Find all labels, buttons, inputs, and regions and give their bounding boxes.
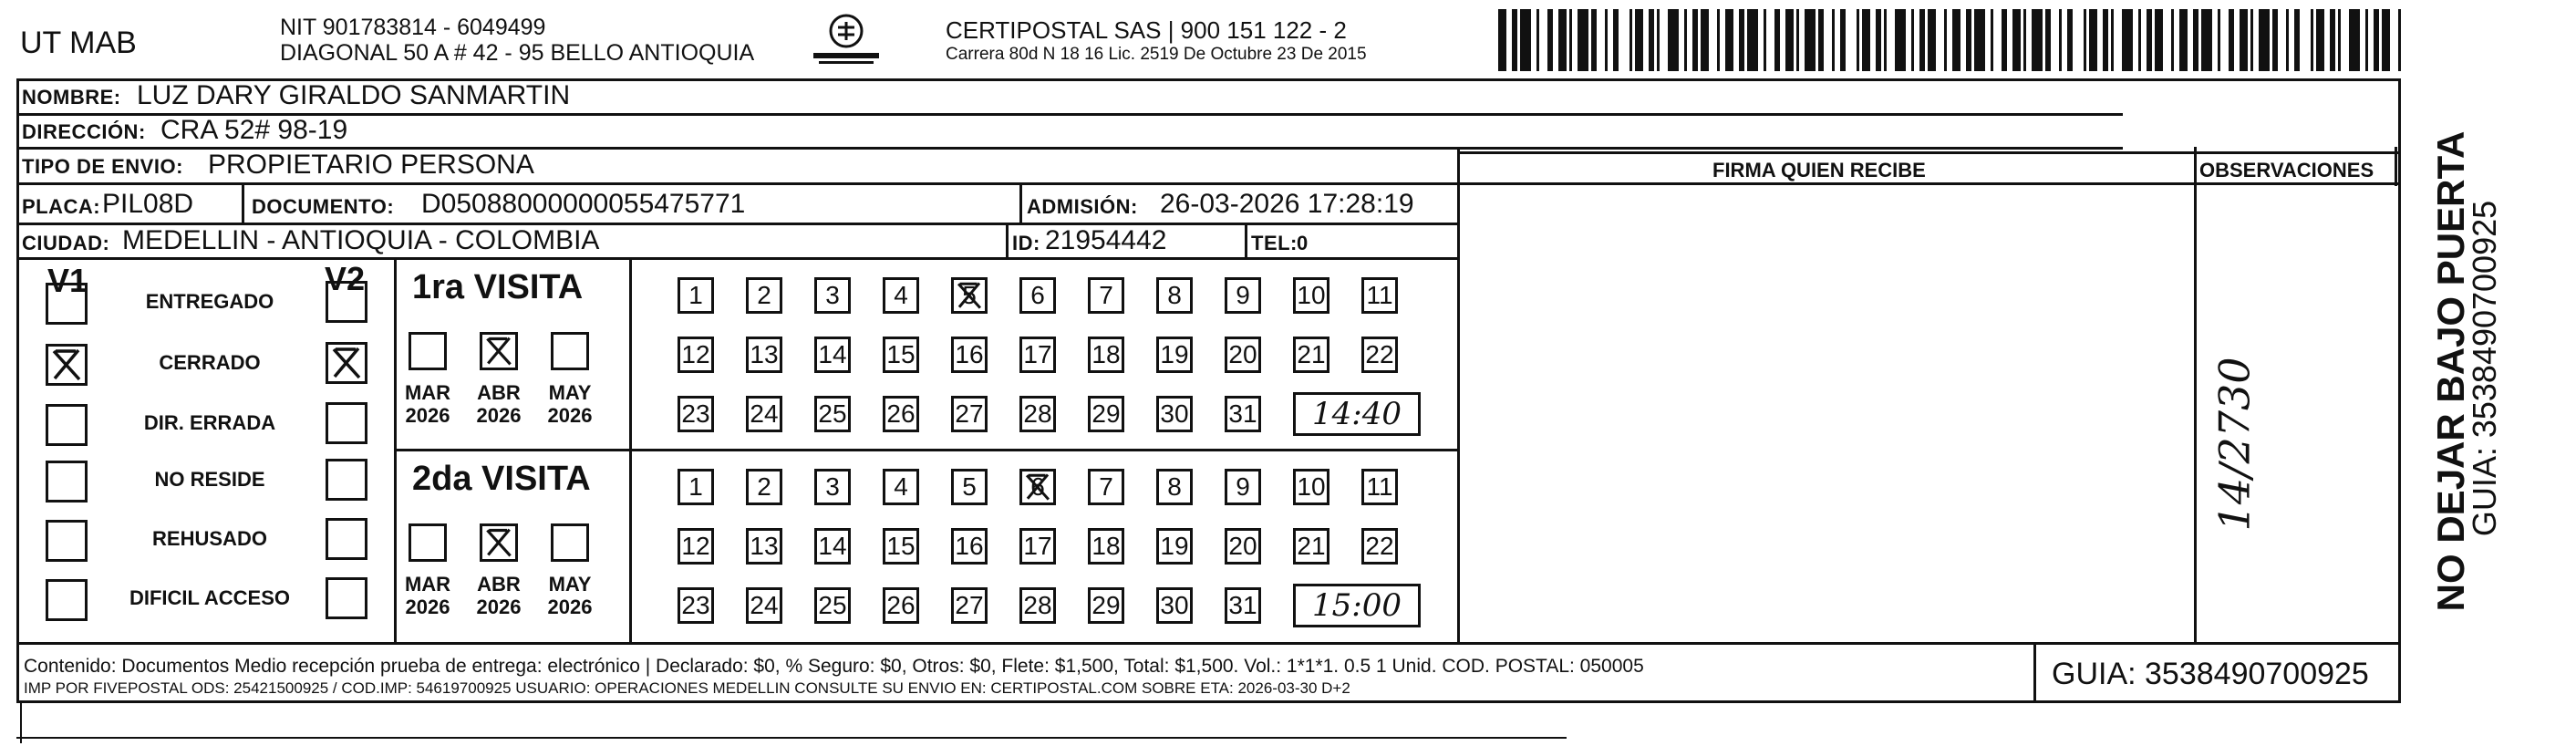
- recipient-address: CRA 52# 98-19: [160, 115, 348, 145]
- admission-value: 26-03-2026 17:28:19: [1160, 189, 1414, 219]
- plate-value: PIL08D: [102, 189, 194, 219]
- day-number: 18: [1091, 532, 1121, 560]
- day-box[interactable]: [1088, 469, 1124, 505]
- day-box[interactable]: [1225, 337, 1261, 373]
- day-box[interactable]: [951, 587, 988, 624]
- month-checkbox[interactable]: [480, 332, 518, 370]
- day-box[interactable]: [951, 469, 988, 505]
- day-box[interactable]: [746, 396, 782, 432]
- day-number: 1: [688, 472, 703, 501]
- day-box[interactable]: [1019, 528, 1056, 565]
- v2-checkbox[interactable]: [326, 459, 367, 501]
- side-vertical-panel: [2407, 82, 2571, 711]
- city-value: MEDELLIN - ANTIOQUIA - COLOMBIA: [122, 225, 600, 255]
- day-box[interactable]: [1225, 469, 1261, 505]
- month-label: [396, 573, 460, 619]
- sender-nit: NIT 901783814 - 6049499: [280, 15, 546, 40]
- tracking-barcode: [1498, 9, 2410, 71]
- type-label: TIPO DE ENVIO:: [22, 155, 183, 178]
- shipping-type: PROPIETARIO PERSONA: [208, 150, 534, 180]
- month-name: ABR: [477, 573, 521, 596]
- document-label: DOCUMENTO:: [252, 195, 395, 218]
- month-year: 2026: [476, 596, 522, 619]
- day-box[interactable]: [678, 469, 714, 505]
- month-name: MAR: [404, 381, 451, 404]
- v2-checkbox[interactable]: [326, 342, 367, 384]
- day-box[interactable]: [1156, 469, 1193, 505]
- sender-address: DIAGONAL 50 A # 42 - 95 BELLO ANTIOQUIA: [280, 40, 755, 66]
- month-label: [396, 381, 460, 428]
- month-name: MAY: [548, 381, 592, 404]
- day-number: 13: [750, 340, 779, 368]
- day-box[interactable]: [678, 396, 714, 432]
- day-number: 8: [1167, 472, 1182, 501]
- day-box[interactable]: [1156, 277, 1193, 314]
- day-box[interactable]: [746, 469, 782, 505]
- v2-checkbox[interactable]: [326, 577, 367, 619]
- day-box[interactable]: [814, 528, 851, 565]
- v1-checkbox[interactable]: [46, 579, 88, 621]
- day-number: 16: [955, 340, 984, 368]
- day-number: 20: [1228, 340, 1257, 368]
- x-checkmark: [1022, 471, 1053, 503]
- day-box[interactable]: [678, 337, 714, 373]
- day-box[interactable]: [1293, 337, 1329, 373]
- day-number: 29: [1091, 591, 1121, 619]
- month-name: MAY: [548, 573, 592, 596]
- day-box[interactable]: [814, 396, 851, 432]
- visit-time-box[interactable]: [1293, 392, 1421, 436]
- month-checkbox[interactable]: [551, 523, 589, 562]
- day-number: 11: [1366, 281, 1393, 309]
- day-number: 9: [1236, 472, 1250, 501]
- month-label: [538, 381, 602, 428]
- address-label: DIRECCIÓN:: [22, 120, 146, 143]
- day-box[interactable]: [678, 587, 714, 624]
- day-box[interactable]: [678, 528, 714, 565]
- tel-label: TEL:: [1251, 232, 1298, 254]
- day-number: 14: [818, 340, 847, 368]
- recipient-name: LUZ DARY GIRALDO SANMARTIN: [137, 80, 571, 110]
- day-box[interactable]: [746, 337, 782, 373]
- day-box[interactable]: [1361, 469, 1398, 505]
- day-number: 27: [955, 591, 984, 619]
- day-box[interactable]: [1361, 277, 1398, 314]
- day-number: 4: [894, 281, 908, 309]
- day-number: 25: [818, 591, 847, 619]
- day-number: 14: [818, 532, 847, 560]
- day-number: 27: [955, 399, 984, 428]
- side-guia: GUIA: 3538490700925: [2466, 200, 2503, 537]
- day-number: 2: [757, 472, 771, 501]
- month-checkbox[interactable]: [409, 332, 447, 370]
- day-box[interactable]: [1156, 587, 1193, 624]
- day-number: 16: [955, 532, 984, 560]
- day-number: 26: [886, 591, 916, 619]
- day-box[interactable]: [1088, 396, 1124, 432]
- day-box[interactable]: [951, 277, 988, 314]
- v1-checkbox[interactable]: [46, 461, 88, 503]
- day-box[interactable]: [883, 528, 919, 565]
- day-number: 19: [1160, 532, 1189, 560]
- day-number: 4: [894, 472, 908, 501]
- day-number: 17: [1023, 340, 1052, 368]
- day-box[interactable]: [951, 396, 988, 432]
- day-number: 10: [1297, 472, 1326, 501]
- city-label: CIUDAD:: [22, 232, 110, 254]
- day-box[interactable]: [883, 587, 919, 624]
- day-box[interactable]: [1156, 396, 1193, 432]
- day-box[interactable]: [1156, 528, 1193, 565]
- v1-checkbox[interactable]: [46, 404, 88, 446]
- day-number: 15: [886, 532, 916, 560]
- plate-label: PLACA:: [22, 195, 101, 218]
- day-number: 31: [1228, 591, 1257, 619]
- day-number: 9: [1236, 281, 1250, 309]
- month-year: 2026: [547, 404, 593, 428]
- carrier-name: CERTIPOSTAL SAS | 900 151 122 - 2: [946, 16, 1347, 44]
- day-box[interactable]: [746, 277, 782, 314]
- day-box[interactable]: [1019, 396, 1056, 432]
- day-number: 1: [688, 281, 703, 309]
- day-number: 17: [1023, 532, 1052, 560]
- day-box[interactable]: [883, 277, 919, 314]
- day-box[interactable]: [746, 587, 782, 624]
- day-box[interactable]: [951, 337, 988, 373]
- visit-time-box[interactable]: [1293, 584, 1421, 627]
- day-number: 10: [1297, 281, 1326, 309]
- day-number: 8: [1167, 281, 1182, 309]
- visit-title: 2da VISITA: [412, 460, 591, 498]
- x-checkmark: [954, 280, 985, 311]
- month-label: [467, 573, 531, 619]
- v1-checkbox[interactable]: [46, 344, 88, 386]
- day-box[interactable]: [1019, 277, 1056, 314]
- day-box[interactable]: [1361, 337, 1398, 373]
- month-year: 2026: [405, 404, 450, 428]
- day-number: 6: [1030, 472, 1045, 501]
- status-label: CERRADO: [159, 351, 261, 374]
- day-number: 19: [1160, 340, 1189, 368]
- x-checkmark: [48, 347, 85, 383]
- day-number: 21: [1297, 340, 1326, 368]
- day-box[interactable]: [678, 277, 714, 314]
- day-box[interactable]: [1156, 337, 1193, 373]
- id-value: 21954442: [1045, 225, 1167, 255]
- day-number: 24: [750, 399, 779, 428]
- v2-checkbox[interactable]: [326, 518, 367, 560]
- month-checkbox[interactable]: [409, 523, 447, 562]
- day-number: 12: [681, 532, 710, 560]
- day-box[interactable]: [1019, 587, 1056, 624]
- day-box[interactable]: [814, 469, 851, 505]
- day-box[interactable]: [1019, 469, 1056, 505]
- day-box[interactable]: [814, 587, 851, 624]
- day-box[interactable]: [746, 528, 782, 565]
- month-checkbox[interactable]: [551, 332, 589, 370]
- v1-label: V1: [47, 262, 88, 299]
- name-label: NOMBRE:: [22, 86, 121, 109]
- carrier-license: Carrera 80d N 18 16 Lic. 2519 De Octubre 23 De 2015: [946, 45, 1367, 64]
- month-year: 2026: [476, 404, 522, 428]
- day-number: 26: [886, 399, 916, 428]
- day-box[interactable]: [1293, 277, 1329, 314]
- day-box[interactable]: [1225, 277, 1261, 314]
- day-number: 11: [1366, 472, 1393, 501]
- tel-value: 0: [1297, 232, 1309, 254]
- day-number: 20: [1228, 532, 1257, 560]
- day-box[interactable]: [883, 337, 919, 373]
- footer-imp: IMP POR FIVEPOSTAL ODS: 25421500925 / COD.IMP: 54619700925 USUARIO: OPERACIONES MEDELLIN CONSULTE SU ENVIO EN: CERTIPOSTAL.COM SOBRE ETA: 2026-03-30 D+2: [24, 679, 1350, 697]
- sender-name: UT MAB: [20, 26, 137, 60]
- day-number: 5: [962, 281, 977, 309]
- footer-contents: Contenido: Documentos Medio recepción prueba de entrega: electrónico | Declarado: $0, % Seguro: $0, Otros: $0, Flete: $1,500, Total: $1,500. Vol.: 1*1*1. 0.5 1 Unid. COD. POSTAL: 050005: [24, 656, 1644, 677]
- v2-label: V2: [325, 260, 366, 297]
- x-checkmark: [482, 335, 515, 368]
- day-number: 7: [1099, 281, 1113, 309]
- day-number: 7: [1099, 472, 1113, 501]
- carrier-logo: [810, 11, 883, 67]
- day-number: 29: [1091, 399, 1121, 428]
- month-name: ABR: [477, 381, 521, 404]
- visit-time-handwritten: 15:00: [1312, 587, 1402, 624]
- day-number: 5: [962, 472, 977, 501]
- day-number: 24: [750, 591, 779, 619]
- status-label: ENTREGADO: [145, 290, 274, 313]
- observations-header: OBSERVACIONES: [2199, 159, 2374, 181]
- signature-header: FIRMA QUIEN RECIBE: [1712, 159, 1926, 181]
- x-checkmark: [328, 345, 365, 381]
- day-number: 23: [681, 591, 710, 619]
- day-box[interactable]: [1088, 587, 1124, 624]
- month-checkbox[interactable]: [480, 523, 518, 562]
- day-box[interactable]: [1019, 337, 1056, 373]
- day-box[interactable]: [814, 337, 851, 373]
- v1-checkbox[interactable]: [46, 520, 88, 562]
- observations-handwriting: 14/2730: [2209, 357, 2260, 532]
- day-box[interactable]: [951, 528, 988, 565]
- status-label: NO RESIDE: [154, 468, 265, 491]
- day-number: 31: [1228, 399, 1257, 428]
- month-year: 2026: [405, 596, 450, 619]
- day-number: 28: [1023, 399, 1052, 428]
- day-box[interactable]: [1361, 528, 1398, 565]
- id-label: ID:: [1012, 232, 1040, 254]
- day-number: 18: [1091, 340, 1121, 368]
- month-label: [538, 573, 602, 619]
- visit-time-handwritten: 14:40: [1312, 396, 1402, 432]
- day-number: 2: [757, 281, 771, 309]
- day-box[interactable]: [1088, 528, 1124, 565]
- day-number: 22: [1365, 340, 1394, 368]
- day-number: 13: [750, 532, 779, 560]
- status-label: DIR. ERRADA: [143, 411, 276, 434]
- day-number: 6: [1030, 281, 1045, 309]
- day-number: 30: [1160, 591, 1189, 619]
- day-number: 23: [681, 399, 710, 428]
- day-number: 22: [1365, 532, 1394, 560]
- visit-title: 1ra VISITA: [412, 268, 584, 306]
- status-label: REHUSADO: [152, 527, 267, 550]
- day-box[interactable]: [1225, 528, 1261, 565]
- day-number: 30: [1160, 399, 1189, 428]
- side-warning: NO DEJAR BAJO PUERTA: [2429, 130, 2472, 612]
- day-number: 3: [825, 281, 840, 309]
- day-box[interactable]: [1225, 396, 1261, 432]
- day-box[interactable]: [883, 396, 919, 432]
- day-number: 25: [818, 399, 847, 428]
- day-box[interactable]: [1088, 337, 1124, 373]
- month-year: 2026: [547, 596, 593, 619]
- admission-label: ADMISIÓN:: [1027, 195, 1138, 218]
- day-box[interactable]: [883, 469, 919, 505]
- v2-checkbox[interactable]: [326, 281, 367, 323]
- month-name: MAR: [404, 573, 451, 596]
- day-box[interactable]: [1088, 277, 1124, 314]
- day-number: 3: [825, 472, 840, 501]
- x-checkmark: [482, 526, 515, 559]
- day-box[interactable]: [1293, 469, 1329, 505]
- status-label: DIFICIL ACCESO: [129, 586, 290, 609]
- footer-guia: GUIA: 3538490700925: [2052, 657, 2369, 691]
- day-box[interactable]: [814, 277, 851, 314]
- day-box[interactable]: [1225, 587, 1261, 624]
- day-number: 28: [1023, 591, 1052, 619]
- day-number: 12: [681, 340, 710, 368]
- day-number: 21: [1297, 532, 1326, 560]
- day-box[interactable]: [1293, 528, 1329, 565]
- day-number: 15: [886, 340, 916, 368]
- month-label: [467, 381, 531, 428]
- document-value: D05088000000055475771: [421, 189, 746, 219]
- v1-checkbox[interactable]: [46, 283, 88, 325]
- v2-checkbox[interactable]: [326, 402, 367, 444]
